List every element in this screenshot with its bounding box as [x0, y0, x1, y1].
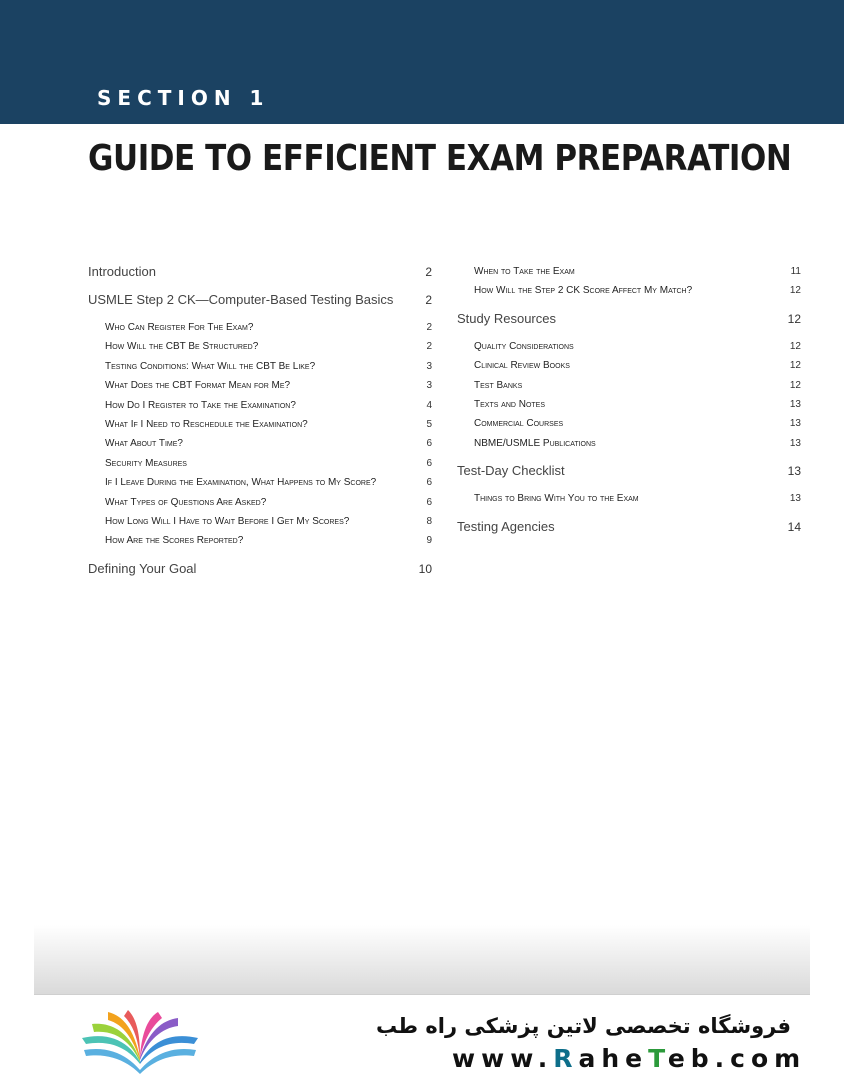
toc-entry-page: 12	[789, 360, 801, 372]
toc-entry-page: 12	[789, 340, 801, 352]
toc-entry-page: 8	[426, 515, 432, 527]
toc-entry-label: Security Measures	[105, 457, 187, 469]
toc-entry[interactable]	[88, 493, 432, 512]
toc-entry-label: When to Take the Exam	[474, 266, 575, 277]
toc-entry-label: Commercial Courses	[474, 418, 564, 430]
open-book-logo-icon	[78, 1010, 202, 1074]
page-title: GUIDE TO EFFICIENT EXAM PREPARATION	[88, 138, 792, 179]
toc-entry-label: Clinical Review Books	[474, 360, 570, 372]
toc-entry-label: Test Banks	[474, 379, 523, 391]
toc-entry[interactable]	[88, 473, 432, 492]
toc-entry-label: What Types of Questions Are Asked?	[105, 496, 267, 508]
url-letter-t: T	[648, 1044, 668, 1073]
toc-entry[interactable]	[457, 414, 801, 433]
website-url[interactable]	[452, 1044, 806, 1073]
toc-entry-label: How Long Will I Have to Wait Before I Get My Scores?	[105, 515, 350, 527]
toc-entry[interactable]	[88, 376, 432, 395]
store-tagline: فروشگاه تخصصی لاتین پزشکی راه طب	[376, 1014, 791, 1038]
toc-entry-label: Quality Considerations	[474, 340, 574, 352]
footer-divider	[34, 994, 810, 995]
toc-entry[interactable]	[88, 337, 432, 356]
toc-entry[interactable]	[88, 262, 432, 290]
toc-entry[interactable]	[88, 531, 432, 550]
footer-shadow	[34, 925, 810, 995]
toc-entry-page: 12	[787, 311, 801, 326]
toc-entry-label: Who Can Register For The Exam?	[105, 322, 254, 333]
toc-entry[interactable]	[457, 517, 801, 545]
toc-entry-page: 9	[426, 535, 432, 547]
toc-entry-page: 6	[426, 457, 432, 469]
toc-entry[interactable]	[88, 512, 432, 531]
toc-entry[interactable]	[88, 559, 432, 587]
toc-entry-label: Texts and Notes	[474, 398, 546, 410]
toc-right-column	[457, 262, 801, 545]
toc-entry-page: 13	[789, 493, 801, 505]
toc-entry-label: What Does the CBT Format Mean for Me?	[105, 380, 291, 392]
toc-entry-label: What About Time?	[105, 438, 183, 450]
toc-entry-label: USMLE Step 2 CK—Computer-Based Testing Basics	[88, 292, 394, 307]
toc-entry[interactable]	[88, 357, 432, 376]
toc-entry-page: 4	[426, 399, 432, 411]
toc-entry-page: 6	[426, 496, 432, 508]
toc-entry-page: 14	[787, 519, 801, 534]
toc-entry-label: How Are the Scores Reported?	[105, 535, 244, 547]
toc-entry-label: Things to Bring With You to the Exam	[474, 493, 639, 505]
toc-entry[interactable]	[457, 395, 801, 414]
toc-entry-label: Defining Your Goal	[88, 560, 197, 576]
toc-entry[interactable]	[88, 396, 432, 415]
toc-entry-label: NBME/USMLE Publications	[474, 437, 596, 449]
toc-entry-page: 2	[425, 293, 432, 307]
toc-entry-page: 3	[426, 360, 432, 372]
toc-entry-page: 13	[789, 418, 801, 430]
toc-entry[interactable]	[88, 415, 432, 434]
toc-entry-page: 2	[426, 341, 432, 353]
toc-entry[interactable]	[457, 281, 801, 300]
toc-entry-page: 2	[426, 322, 432, 333]
toc-entry-page: 13	[789, 437, 801, 449]
toc-entry-label: Testing Agencies	[457, 518, 555, 534]
toc-entry[interactable]	[457, 356, 801, 375]
toc-entry[interactable]	[457, 262, 801, 281]
url-letter-r: R	[553, 1044, 579, 1073]
toc-entry[interactable]	[457, 337, 801, 356]
toc-entry-page: 13	[787, 464, 801, 479]
toc-entry-page: 6	[426, 477, 432, 489]
toc-entry-page: 11	[790, 266, 801, 277]
toc-entry[interactable]	[457, 489, 801, 508]
toc-entry[interactable]	[88, 290, 432, 318]
toc-entry-page: 13	[789, 398, 801, 410]
toc-entry-page: 6	[426, 438, 432, 450]
section-label: SECTION 1	[97, 86, 270, 110]
toc-entry-page: 12	[789, 285, 801, 297]
url-part: ahe	[578, 1044, 649, 1073]
toc-entry-label: How Will the CBT Be Structured?	[105, 341, 259, 353]
toc-entry[interactable]	[88, 454, 432, 473]
toc-entry-label: If I Leave During the Examination, What Happens to My Score?	[105, 477, 377, 489]
toc-entry-page: 2	[425, 265, 432, 279]
toc-entry[interactable]	[457, 461, 801, 489]
toc-entry-label: What If I Need to Reschedule the Examination?	[105, 418, 308, 430]
toc-entry-label: Test-Day Checklist	[457, 463, 565, 479]
url-suffix: eb.com	[667, 1044, 807, 1073]
toc-entry-page: 12	[789, 379, 801, 391]
header-band	[0, 0, 844, 124]
toc-entry[interactable]	[88, 318, 432, 337]
toc-entry-label: Testing Conditions: What Will the CBT Be Like?	[105, 360, 316, 372]
toc-entry[interactable]	[88, 434, 432, 453]
toc-entry-label: Introduction	[88, 264, 156, 279]
toc-entry-page: 3	[426, 380, 432, 392]
toc-entry-label: How Do I Register to Take the Examination?	[105, 399, 296, 411]
toc-entry-page: 5	[426, 418, 432, 430]
toc-entry[interactable]	[457, 309, 801, 337]
toc-entry[interactable]	[457, 434, 801, 453]
toc-entry-label: Study Resources	[457, 310, 556, 326]
toc-entry[interactable]	[457, 376, 801, 395]
url-prefix: www.	[452, 1044, 554, 1073]
toc-left-column	[88, 262, 432, 587]
toc-entry-page: 10	[418, 561, 432, 576]
toc-entry-label: How Will the Step 2 CK Score Affect My Match?	[474, 285, 693, 297]
